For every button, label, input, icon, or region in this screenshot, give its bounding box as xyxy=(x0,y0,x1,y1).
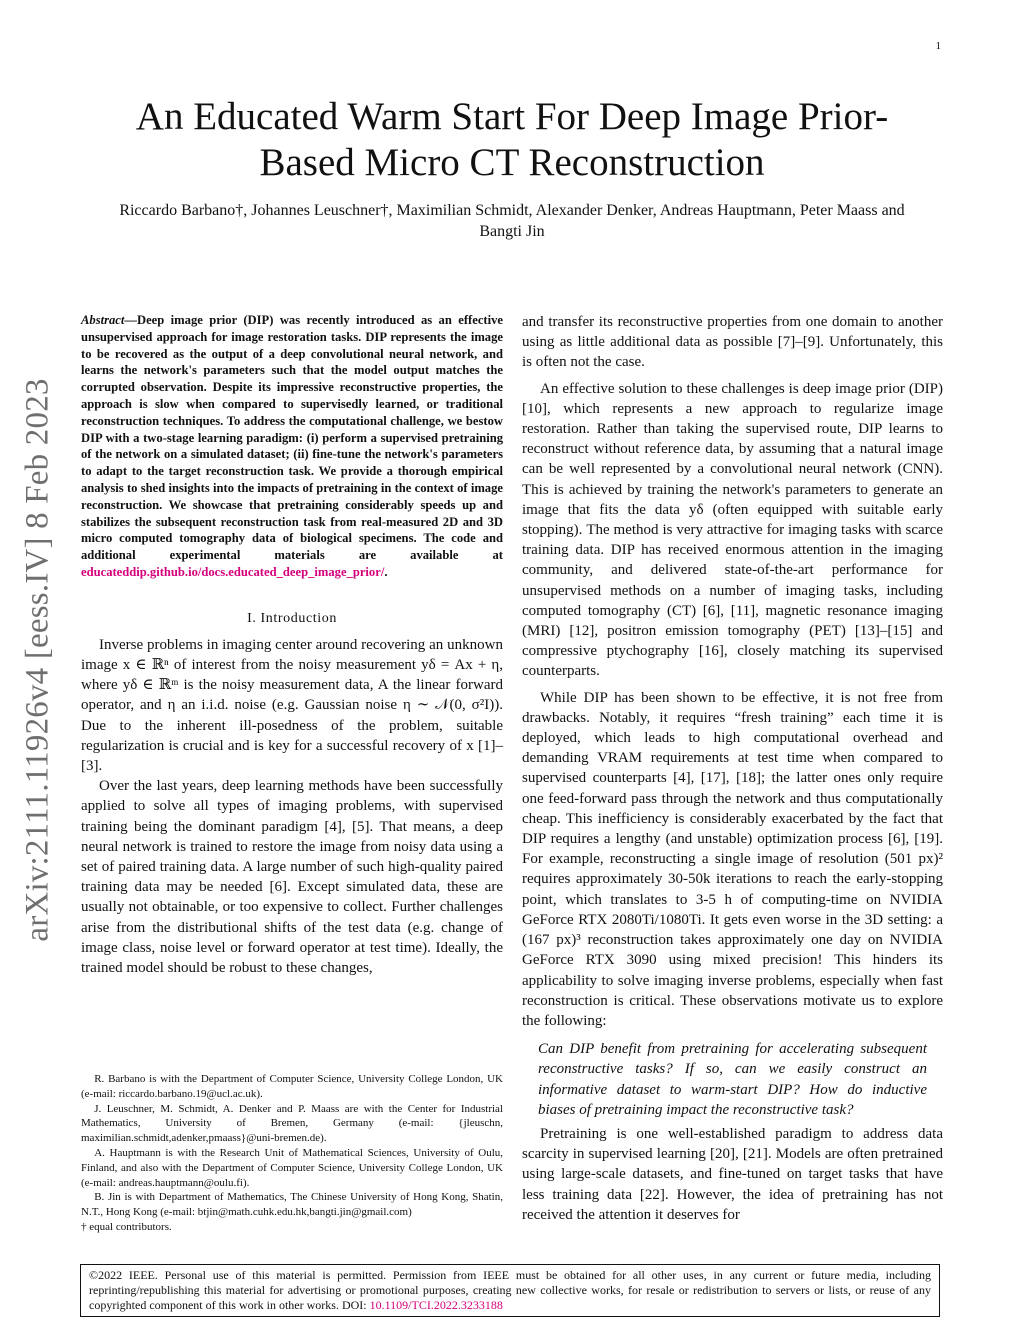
author-footnotes xyxy=(81,1072,503,1235)
paper-title: An Educated Warm Start For Deep Image Prior-Based Micro CT Reconstruction xyxy=(135,95,889,184)
section-heading-introduction: I. Introduction xyxy=(247,610,337,626)
abstract xyxy=(81,312,503,581)
author-list: Riccardo Barbano†, Johannes Leuschner†, Maximilian Schmidt, Alexander Denker, Andreas Hauptmann, Peter Maass and Bangti Jin xyxy=(119,202,905,240)
arxiv-stamp xyxy=(18,360,58,960)
footnote: A. Hauptmann is with the Research Unit of Mathematical Sciences, University of Oulu, Finland, and also with the Department of Computer Science, University College London, UK (e-mail: andreas.hauptmann@oulu.fi). xyxy=(81,1146,503,1189)
right-paragraph-continued: and transfer its reconstructive properties from one domain to another using as little additional data as possible [7]–[9]. Unfortunately, this is often not the case. xyxy=(522,314,943,371)
copyright-notice xyxy=(80,1264,940,1317)
right-paragraph-pretraining: Pretraining is one well-established paradigm to address data scarcity in supervised learning [20], [21]. Models are often pretrained using large-scale datasets, and fine-tuned on target tasks that have less training data [22]. However, the idea of pretraining has not received the attention it deserves for xyxy=(522,1125,943,1223)
right-paragraph-dip: An effective solution to these challenges is deep image prior (DIP) [10], which represents a new approach to regularize image restoration. Rather than taking the supervised route, DIP learns to reconstruct without reference data, by assuming that a natural image can be well represented by a convolutional neural network (CNN). This is achieved by training the network's parameters to generate an image that fits the data yδ (often equipped with suitable early stopping). The method is very attractive for imaging tasks with scarce training data. DIP has received enormous attention in the imaging community, and delivered state-of-the-art performance for unsupervised methods on a number of imaging tasks, including computed tomography (CT) [6], [11], magnetic resonance imaging (MRI) [12], positron emission tomography (PET) [13]–[15] and compressive ptychography [16], closely matching its supervised counterparts. xyxy=(522,380,943,680)
arxiv-stamp-text: arXiv:2111.11926v4 [eess.IV] 8 Feb 2023 xyxy=(19,378,56,942)
right-paragraph-drawbacks: While DIP has been shown to be effective, it is not free from drawbacks. Notably, it requires “fresh training” each time it is deployed, which leads to high computational overhead and demanding VRAM requirements at test time when compared to supervised counterparts [4], [17], [18]; the latter ones only require one feed-forward pass through the network and thus computationally cheap. This inefficiency is considerably exacerbated by the fact that DIP requires a lengthy (and unstable) optimization process [6], [19]. For example, reconstructing a single image of resolution (501 px)² requires approximately 30-50k iterations to reach the early-stopping point, which translates to 3-5 h of computing-time on NVIDIA GeForce RTX 2080Ti/1080Ti. It gets even worse in the 3D setting: a (167 px)³ reconstruction takes approximately one day on NVIDIA GeForce RTX 3090 using mixed precision! This hinders its applicability to solve imaging inverse problems, especially when fast reconstruction is critical. These observations motivate us to explore the following: xyxy=(522,689,943,1029)
research-questions: Can DIP benefit from pretraining for accelerating subsequent reconstructive tasks? If so, can we easily construct an informative dataset to warm-start DIP? How do inductive biases of pretraining impact the reconstructive task? xyxy=(538,1041,927,1118)
page-number: 1 xyxy=(935,40,941,52)
code-link[interactable]: educateddip.github.io/docs.educated_deep_image_prior/ xyxy=(81,564,385,579)
left-column xyxy=(81,312,503,978)
abstract-label: Abstract— xyxy=(81,313,137,327)
abstract-link-suffix: . xyxy=(384,564,388,579)
intro-paragraph-2: Over the last years, deep learning methods have been successfully applied to solve all types of imaging problems, with supervised training being the dominant paradigm [4], [5]. That means, a deep neural network is trained to restore the image from noisy data using a set of paired training data. A large number of such high-quality paired training data may be needed [6]. Except simulated data, these are usually not obtainable, or too expensive to collect. Further challenges arise from the distributional shifts of the test data (e.g. change of image class, noise level or forward operator at test time). Ideally, the trained model should be robust to these changes, xyxy=(81,778,503,976)
footnote-equal-contributors: † equal contributors. xyxy=(81,1220,172,1233)
abstract-text: Deep image prior (DIP) was recently introduced as an effective unsupervised approach for image restoration tasks. DIP represents the image to be recovered as the output of a deep convolutional neural network, and learns the network's parameters such that the model output matches the corrupted observation. Despite its impressive reconstructive properties, the approach is slow when compared to supervisedly learned, or traditional reconstruction techniques. To address the computational challenge, we bestow DIP with a two-stage learning paradigm: (i) perform a supervised pretraining of the network on a simulated dataset; (ii) fine-tune the network's parameters to adapt to the target reconstruction task. We provide a thorough empirical analysis to shed insights into the impacts of pretraining in the context of image reconstruction. We showcase that pretraining considerably speeds up and stabilizes the subsequent reconstruction task from real-measured 2D and 3D micro computed tomography data of biological specimens. The code and additional experimental materials are available at xyxy=(81,313,503,563)
copyright-text: ©2022 IEEE. Personal use of this material is permitted. Permission from IEEE must be obtained for all other uses, in any current or future media, including reprinting/republishing this material for advertising or promotional purposes, creating new collective works, for resale or redistribution to servers or lists, or reuse of any copyrighted component of this work in other works. DOI: xyxy=(89,1268,931,1312)
doi-link[interactable]: 10.1109/TCI.2022.3233188 xyxy=(369,1298,503,1312)
footnote: J. Leuschner, M. Schmidt, A. Denker and P. Maass are with the Center for Industrial Mathematics, University of Bremen, Germany (e-mail: {jleuschn, maximilian.schmidt,adenker,pmaass}@uni-bremen.de). xyxy=(81,1102,503,1145)
footnote: R. Barbano is with the Department of Computer Science, University College London, UK (e-mail: riccardo.barbano.19@ucl.ac.uk). xyxy=(81,1073,503,1100)
intro-paragraph-1: Inverse problems in imaging center around recovering an unknown image x ∈ ℝⁿ of interest from the noisy measurement yδ = Ax + η, where yδ ∈ ℝᵐ is the noisy measurement data, A the linear forward operator, and η an i.i.d. noise (e.g. Gaussian noise η ∼ 𝒩(0, σ²I)). Due to the inherent ill-posedness of the problem, suitable regularization is crucial and is key for a successful recovery of x [1]–[3]. xyxy=(81,636,503,774)
right-column xyxy=(522,312,943,1225)
footnote: B. Jin is with Department of Mathematics, The Chinese University of Hong Kong, Shatin, N.T., Hong Kong (e-mail: btjin@math.cuhk.edu.hk,bangti.jin@gmail.com) xyxy=(81,1191,503,1219)
